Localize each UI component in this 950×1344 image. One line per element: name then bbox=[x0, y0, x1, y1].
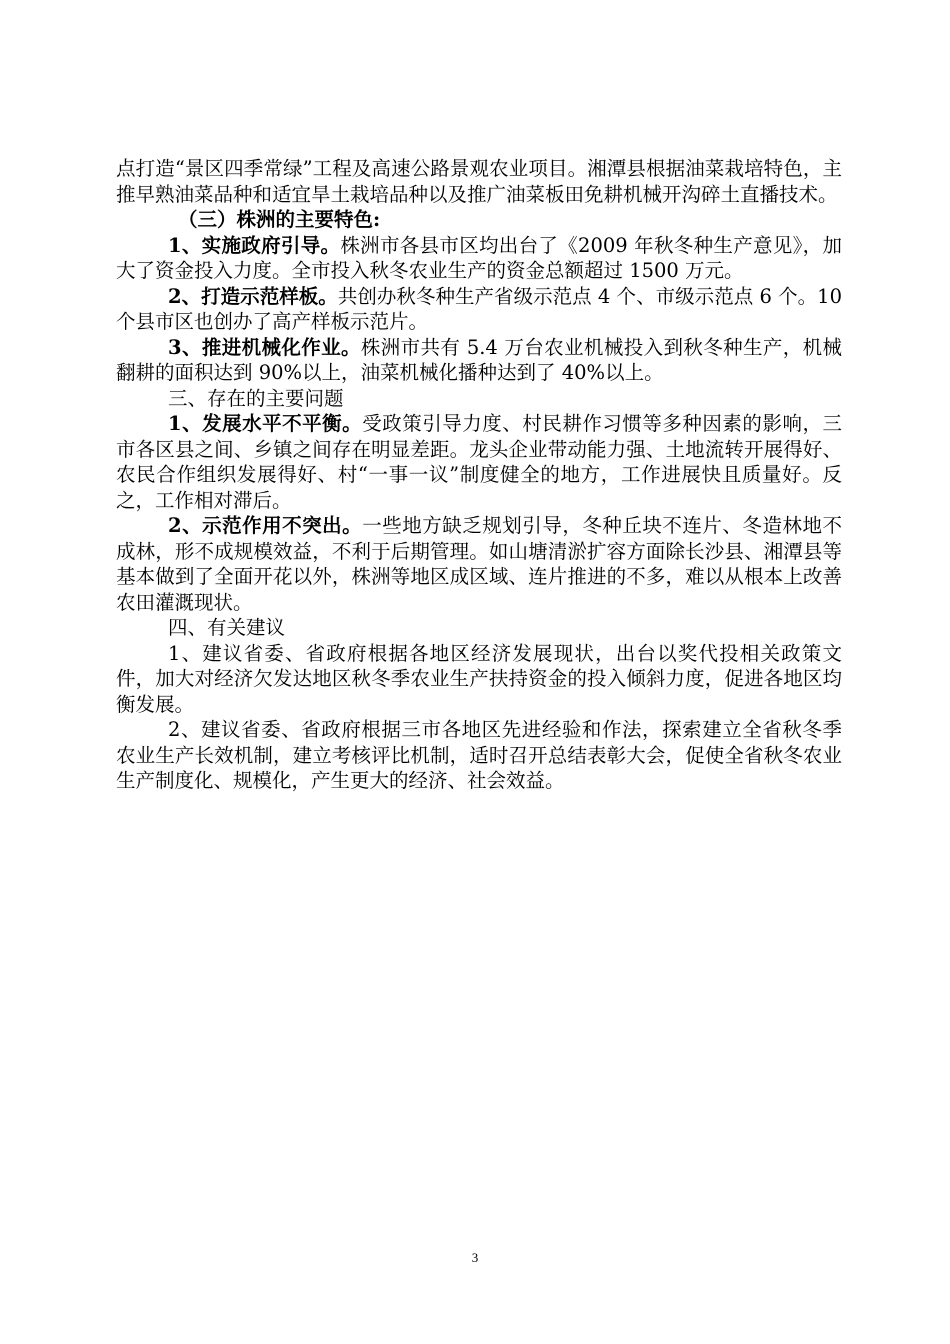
heading-suggestions: 四、有关建议 bbox=[168, 616, 286, 639]
heading-zhuzhou-features: （三）株洲的主要特色: bbox=[178, 208, 381, 231]
item-body: 一些地方缺乏规划引导，冬种丘块不连片、冬造林地不成林，形不成规模效益，不利于后期管理。如山塘清淤扩容方面除长沙县、湘潭县等基本做到了全面开花以外，株洲等地区成区域、连片推进的不多，难以从根本上改善农田灌溉现状。 bbox=[116, 514, 842, 614]
item-title: 2、示范作用不突出。 bbox=[168, 514, 363, 537]
paragraph-xiangtan-continuation: 点打造“景区四季常绿”工程及高速公路景观农业项目。湘潭县根据油菜栽培特色，主推早熟油菜品种和适宜旱土栽培品种以及推广油菜板田免耕机械开沟碎土直播技术。 bbox=[116, 157, 842, 206]
document-body bbox=[116, 156, 842, 794]
item-body: 株洲市各县市区均出台了《2009 年秋冬种生产意见》，加大了资金投入力度。全市投入秋冬农业生产的资金总额超过 1500 万元。 bbox=[116, 233, 842, 282]
item-title: 1、发展水平不平衡。 bbox=[168, 412, 363, 435]
item-body: 共创办秋冬种生产省级示范点 4 个、市级示范点 6 个。10 个县市区也创办了高产样板示范片。 bbox=[116, 284, 842, 333]
paragraph-problem-1 bbox=[116, 411, 842, 513]
heading-main-problems: 三、存在的主要问题 bbox=[168, 386, 344, 410]
item-title: 3、推进机械化作业。 bbox=[168, 335, 361, 359]
paragraph-zhuzhou-item-2 bbox=[116, 284, 842, 335]
paragraph-zhuzhou-item-1 bbox=[116, 233, 842, 284]
item-title: 2、打造示范样板。 bbox=[168, 284, 338, 308]
item-title: 1、实施政府引导。 bbox=[168, 233, 341, 257]
paragraph-suggestion-1: 1、建议省委、省政府根据各地区经济发展现状，出台以奖代投相关政策文件，加大对经济欠发达地区秋冬季农业生产扶持资金的投入倾斜力度，促进各地区均衡发展。 bbox=[116, 641, 842, 716]
page-number: 3 bbox=[471, 1250, 479, 1265]
paragraph-suggestion-2: 2、建议省委、省政府根据三市各地区先进经验和作法，探索建立全省秋冬季农业生产长效机制，建立考核评比机制，适时召开总结表彰大会，促使全省秋冬农业生产制度化、规模化，产生更大的经济、社会效益。 bbox=[116, 718, 842, 792]
paragraph-problem-2 bbox=[116, 513, 842, 615]
item-body: 受政策引导力度、村民耕作习惯等多种因素的影响，三市各区县之间、乡镇之间存在明显差距。龙头企业带动能力强、土地流转开展得好、农民合作组织发展得好、村“一事一议”制度健全的地方，工作进展快且质量好。反之，工作相对滞后。 bbox=[116, 412, 842, 512]
paragraph-zhuzhou-item-3 bbox=[116, 335, 842, 386]
item-body: 株洲市共有 5.4 万台农业机械投入到秋冬种生产，机械翻耕的面积达到 90%以上，油菜机械化播种达到了 40%以上。 bbox=[116, 335, 842, 384]
